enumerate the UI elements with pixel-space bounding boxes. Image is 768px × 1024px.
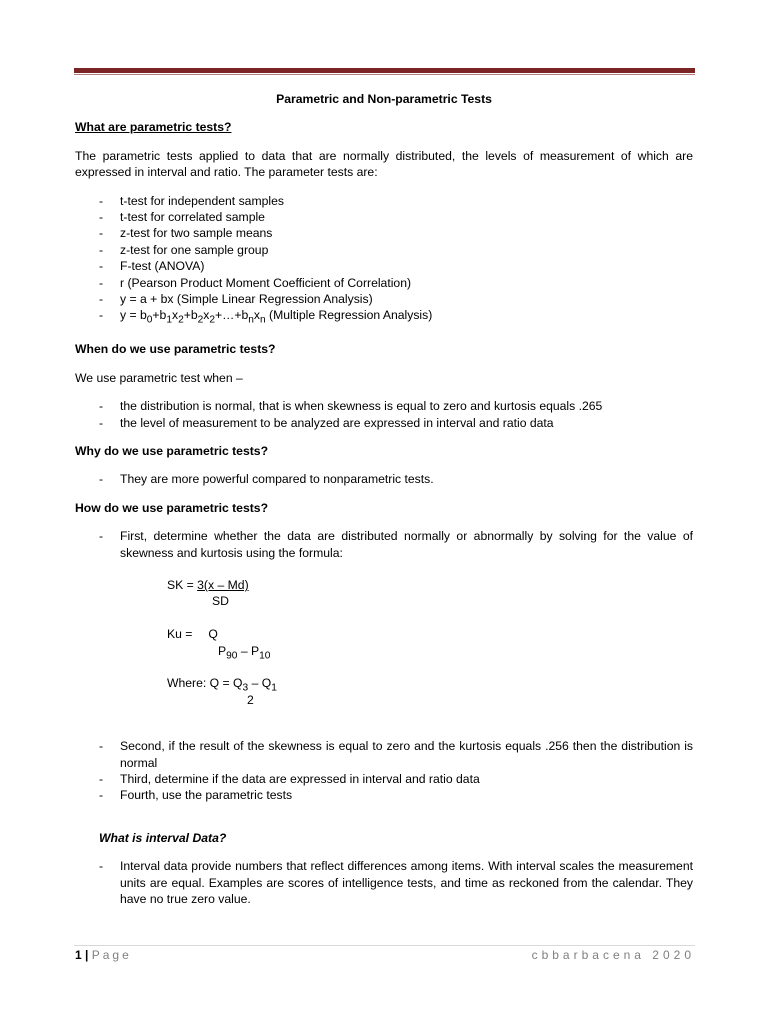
ku-numerator: Q <box>208 627 218 642</box>
interval-list <box>75 858 693 907</box>
list-item: - Third, determine if the data are expressed in interval and ratio data <box>75 771 693 787</box>
mr-sub: n <box>248 314 254 326</box>
mr-sub: 2 <box>178 314 184 326</box>
list-item: - Fourth, use the parametric tests <box>75 787 693 803</box>
list-item: - t-test for correlated sample <box>75 209 693 225</box>
where-mid: – Q <box>248 676 272 691</box>
when-heading: When do we use parametric tests? <box>75 342 276 357</box>
page-number: 1 <box>75 948 82 962</box>
mr-term: x <box>203 308 210 323</box>
list-item: - t-test for independent samples <box>75 193 693 209</box>
sk-label: SK = <box>167 577 198 592</box>
mr-sub: 2 <box>197 314 204 326</box>
page-word: Page <box>91 948 132 962</box>
mr-sub: 0 <box>146 314 153 326</box>
list-item: - They are more powerful compared to nonparametric tests. <box>75 471 693 487</box>
spacer <box>167 610 693 626</box>
mr-term: x <box>253 308 260 323</box>
mr-sub: n <box>260 314 266 326</box>
list-item: - y = a + bx (Simple Linear Regression Analysis) <box>75 291 693 307</box>
where-denominator: 2 <box>247 692 254 707</box>
sk-denominator: SD <box>212 594 229 609</box>
where-sub-3: 3 <box>242 682 249 694</box>
mr-term: +b <box>152 308 167 323</box>
document-body <box>75 82 693 919</box>
header-rule <box>74 68 695 73</box>
ku-sub-90: 90 <box>226 649 238 661</box>
mr-y: y = b <box>120 308 147 323</box>
list-item: - First, determine whether the data are distributed normally or abnormally by solving for the value of skewness and kurtosis using the formula: <box>75 528 693 561</box>
list-item: - F-test (ANOVA) <box>75 258 693 274</box>
what-heading: What are parametric tests? <box>75 120 232 135</box>
mr-term: +…+b <box>215 308 249 323</box>
footer-author: cbbarbacena 2020 <box>531 948 695 962</box>
when-intro: We use parametric test when – <box>75 370 243 385</box>
mr-tail: (Multiple Regression Analysis) <box>265 308 433 323</box>
list-item: - r (Pearson Product Moment Coefficient of Correlation) <box>75 275 693 291</box>
list-item: - Second, if the result of the skewness is equal to zero and the kurtosis equals .256 then the distribution is normal <box>75 738 693 771</box>
page-number-block <box>75 948 132 962</box>
document-title: Parametric and Non-parametric Tests <box>276 92 492 106</box>
list-item: - z-test for one sample group <box>75 242 693 258</box>
sk-numerator: 3(x – Md) <box>197 577 249 592</box>
formula-block <box>167 577 693 708</box>
ku-formula <box>167 626 693 642</box>
ku-denominator <box>167 643 693 659</box>
sk-formula <box>167 577 693 593</box>
how-steps-list <box>75 738 693 804</box>
where-formula <box>167 675 693 694</box>
why-list <box>75 471 693 487</box>
when-list <box>75 398 693 431</box>
list-item: - the distribution is normal, that is when skewness is equal to zero and kurtosis equals .265 <box>75 398 693 414</box>
footer-rule <box>74 945 695 946</box>
ku-den-p: P <box>218 643 227 658</box>
mr-term: +b <box>183 308 198 323</box>
why-heading: Why do we use parametric tests? <box>75 443 269 458</box>
mr-sub: 1 <box>166 314 172 326</box>
mr-term: x <box>171 308 179 323</box>
how-first-list <box>75 528 693 561</box>
header-rule-thin <box>74 74 695 75</box>
interval-heading: What is interval Data? <box>99 830 227 845</box>
list-item: - z-test for two sample means <box>75 225 693 241</box>
page-separator: | <box>81 948 92 962</box>
list-item: - Interval data provide numbers that reflect differences among items. With interval scales the measurement units are equal. Examples are scores of intelligence tests, and time as reckoned from the calendar. They have no true zero value. <box>75 858 693 907</box>
multiple-regression-item <box>75 307 693 329</box>
ku-label: Ku = <box>167 627 193 642</box>
where-sub-1: 1 <box>271 682 277 694</box>
where-label: Where: Q = Q <box>167 676 243 691</box>
ku-den-mid: – P <box>237 643 260 658</box>
mr-sub: 2 <box>209 314 216 326</box>
list-item: - the level of measurement to be analyzed are expressed in interval and ratio data <box>75 415 693 431</box>
ku-sub-10: 10 <box>259 649 271 661</box>
spacer <box>167 659 693 675</box>
what-intro: The parametric tests applied to data that are normally distributed, the levels of measurement of which are expressed in interval and ratio. The parameter tests are: <box>75 148 693 180</box>
how-heading: How do we use parametric tests? <box>75 500 269 515</box>
tests-list <box>75 193 693 330</box>
